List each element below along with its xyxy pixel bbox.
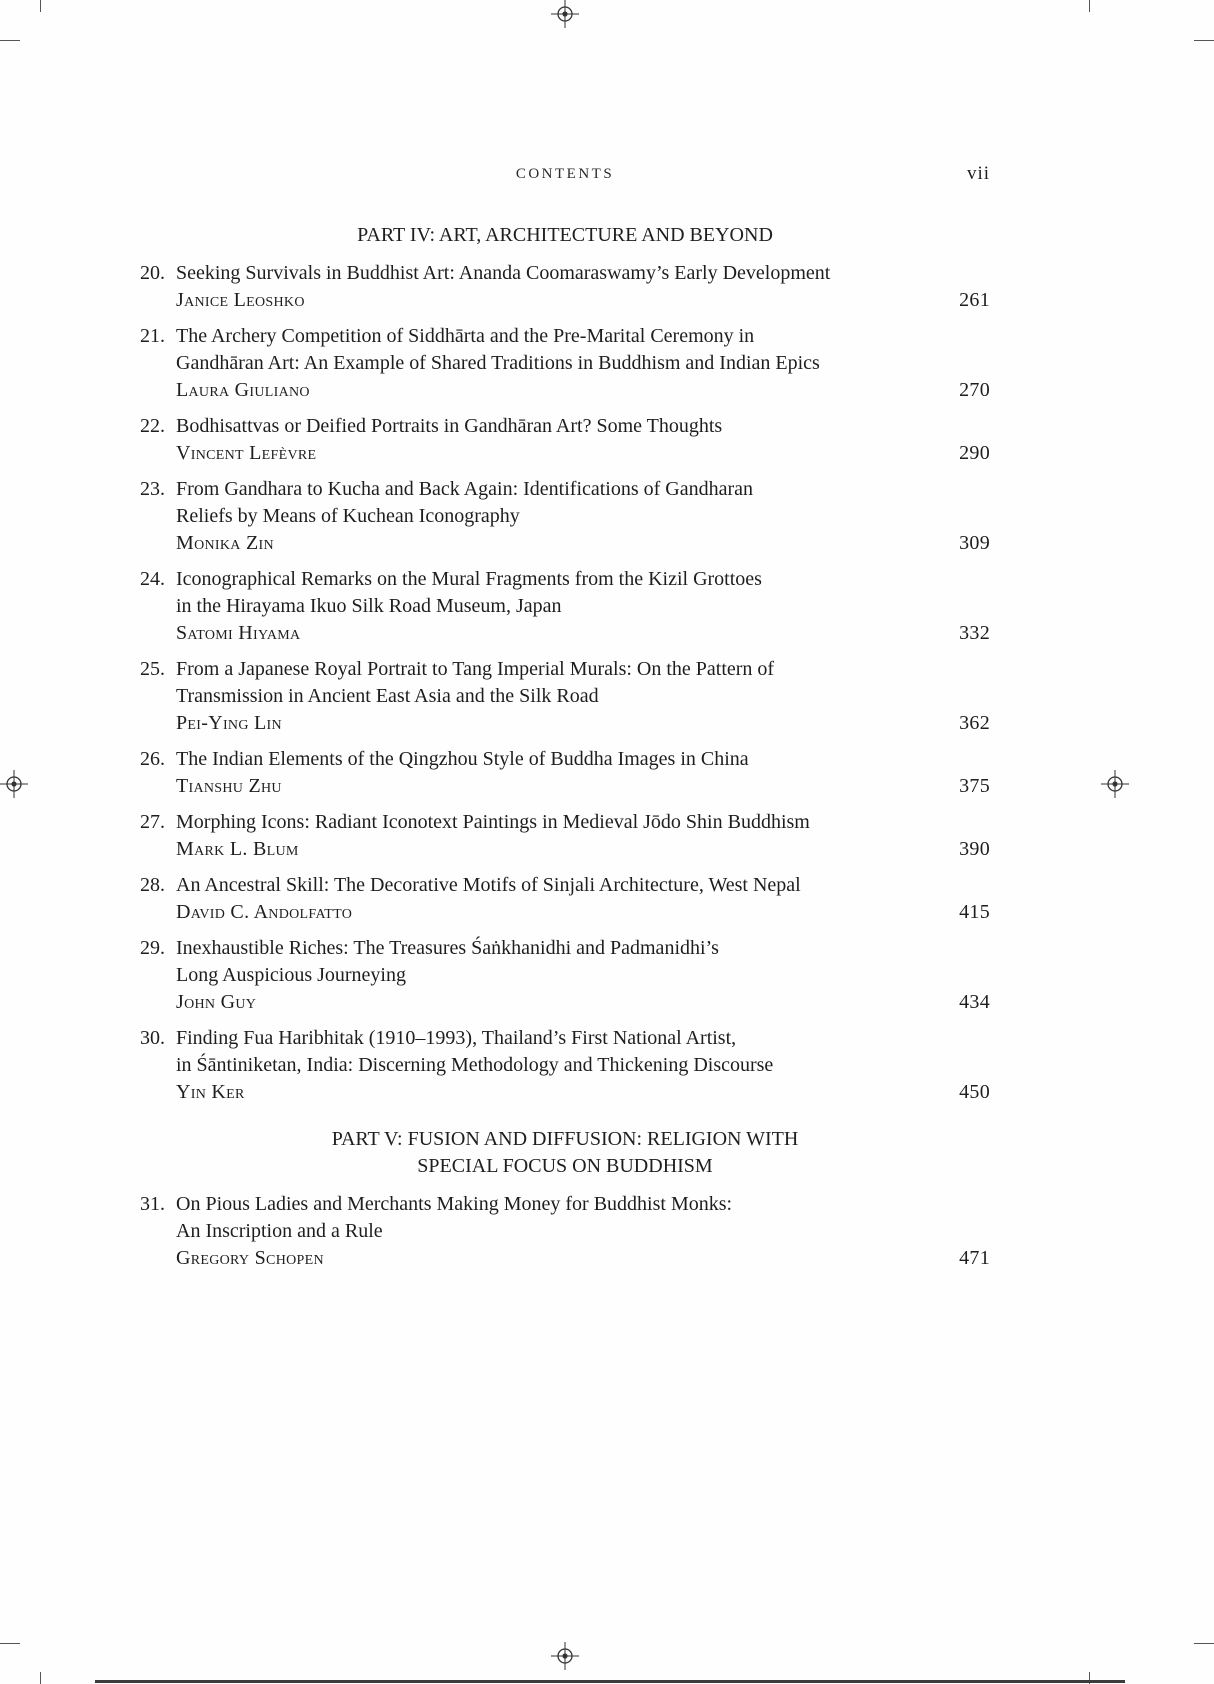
entry-title-line: Long Auspicious Journeying [176,964,406,986]
entry-author: John Guy [176,991,257,1013]
entry-title-line: Seeking Survivals in Buddhist Art: Ananda Coomaraswamy’s Early Development [176,262,831,284]
entry-author-line [176,530,990,557]
entry-author: Gregory Schopen [176,1247,324,1269]
toc-entry [140,323,990,404]
entry-title-line: Bodhisattvas or Deified Portraits in Gandhāran Art? Some Thoughts [176,415,723,437]
entry-author-line [176,377,990,404]
entry-author-line [176,620,990,647]
entry-body [176,413,990,467]
entry-number: 20. [140,262,165,284]
page-bottom-edge [95,1680,1125,1683]
entry-author-line [176,773,990,800]
entry-body [176,566,990,647]
entry-title-line: Finding Fua Haribhitak (1910–1993), Thailand’s First National Artist, [176,1027,737,1049]
entry-number: 23. [140,478,165,500]
entry-number: 31. [140,1193,165,1215]
toc-entry [140,935,990,1016]
entry-title-line: From Gandhara to Kucha and Back Again: Identifications of Gandharan [176,478,754,500]
entry-title-line: Morphing Icons: Radiant Iconotext Paintings in Medieval Jōdo Shin Buddhism [176,811,810,833]
entry-number: 30. [140,1027,165,1049]
entry-title-line: in the Hirayama Ikuo Silk Road Museum, Japan [176,595,562,617]
entry-author: Tianshu Zhu [176,775,282,797]
entry-title-line: Transmission in Ancient East Asia and the Silk Road [176,685,599,707]
part-heading [140,1126,990,1180]
toc-entry [140,260,990,314]
toc-entry [140,566,990,647]
entry-body [176,323,990,404]
part-heading-line: SPECIAL FOCUS ON BUDDHISM [417,1155,713,1177]
registration-mark-icon [1101,770,1129,798]
entry-author: Vincent Lefèvre [176,442,317,464]
crop-mark-icon [1089,0,1090,12]
toc-entry [140,656,990,737]
entry-title-line: Iconographical Remarks on the Mural Fragments from the Kizil Grottoes [176,568,762,590]
entry-author-line [176,287,990,314]
entry-title-line: in Śāntiniketan, India: Discerning Methodology and Thickening Discourse [176,1054,774,1076]
entry-author: Pei-Ying Lin [176,712,282,734]
toc-entry [140,413,990,467]
entry-author-line [176,440,990,467]
entry-body [176,809,990,863]
entry-number: 29. [140,937,165,959]
crop-mark-icon [1194,1643,1214,1644]
table-of-contents [140,222,990,1281]
entry-title-line: The Indian Elements of the Qingzhou Style of Buddha Images in China [176,748,749,770]
entry-page-number: 390 [959,838,990,860]
registration-mark-icon [0,770,28,798]
toc-entry [140,746,990,800]
entry-author: Janice Leoshko [176,289,305,311]
entry-author-line [176,989,990,1016]
entry-author: Satomi Hiyama [176,622,301,644]
entry-title-line: From a Japanese Royal Portrait to Tang Imperial Murals: On the Pattern of [176,658,775,680]
entry-number: 28. [140,874,165,896]
toc-entry [140,872,990,926]
crop-mark-icon [0,40,20,41]
entry-body [176,1191,990,1272]
folio-page-number: vii [966,163,990,184]
entry-page-number: 471 [959,1247,990,1269]
entry-body [176,746,990,800]
entry-author-line [176,836,990,863]
entry-number: 26. [140,748,165,770]
entry-author-line [176,899,990,926]
entry-page-number: 415 [959,901,990,923]
entry-author: Yin Ker [176,1081,245,1103]
part-heading [140,222,990,249]
entry-number: 21. [140,325,165,347]
entry-body [176,1025,990,1106]
running-head-title: CONTENTS [515,166,615,182]
entry-body [176,656,990,737]
toc-entry [140,809,990,863]
entry-number: 27. [140,811,165,833]
toc-entry [140,1025,990,1106]
crop-mark-icon [0,1643,20,1644]
entry-page-number: 434 [959,991,990,1013]
entry-title-line: Inexhaustible Riches: The Treasures Śaṅkhanidhi and Padmanidhi’s [176,937,719,959]
entry-page-number: 375 [959,775,990,797]
entry-page-number: 450 [959,1081,990,1103]
running-head [140,163,990,184]
entry-page-number: 309 [959,532,990,554]
entry-author: Monika Zin [176,532,274,554]
entry-author-line [176,1245,990,1272]
entry-title-line: Reliefs by Means of Kuchean Iconography [176,505,520,527]
crop-mark-icon [1194,40,1214,41]
entry-body [176,935,990,1016]
registration-mark-icon [551,0,579,28]
entry-title-line: An Inscription and a Rule [176,1220,383,1242]
entry-number: 22. [140,415,165,437]
toc-entry [140,476,990,557]
entry-author: David C. Andolfatto [176,901,353,923]
entry-body [176,872,990,926]
entry-title-line: The Archery Competition of Siddhārta and the Pre-Marital Ceremony in [176,325,755,347]
entry-author-line [176,1079,990,1106]
registration-mark-icon [551,1642,579,1670]
entry-number: 24. [140,568,165,590]
entry-author-line [176,710,990,737]
entry-title-line: An Ancestral Skill: The Decorative Motifs of Sinjali Architecture, West Nepal [176,874,801,896]
entry-number: 25. [140,658,165,680]
part-heading-line: PART IV: ART, ARCHITECTURE AND BEYOND [357,224,773,246]
entry-author: Mark L. Blum [176,838,299,860]
entry-page-number: 362 [959,712,990,734]
crop-mark-icon [40,0,41,12]
entry-body [176,260,990,314]
entry-author: Laura Giuliano [176,379,310,401]
entry-body [176,476,990,557]
toc-entry [140,1191,990,1272]
entry-page-number: 332 [959,622,990,644]
crop-mark-icon [40,1672,41,1684]
entry-page-number: 270 [959,379,990,401]
entry-page-number: 261 [959,289,990,311]
entry-page-number: 290 [959,442,990,464]
entry-title-line: Gandhāran Art: An Example of Shared Traditions in Buddhism and Indian Epics [176,352,820,374]
part-heading-line: PART V: FUSION AND DIFFUSION: RELIGION WITH [331,1128,799,1150]
entry-title-line: On Pious Ladies and Merchants Making Money for Buddhist Monks: [176,1193,733,1215]
